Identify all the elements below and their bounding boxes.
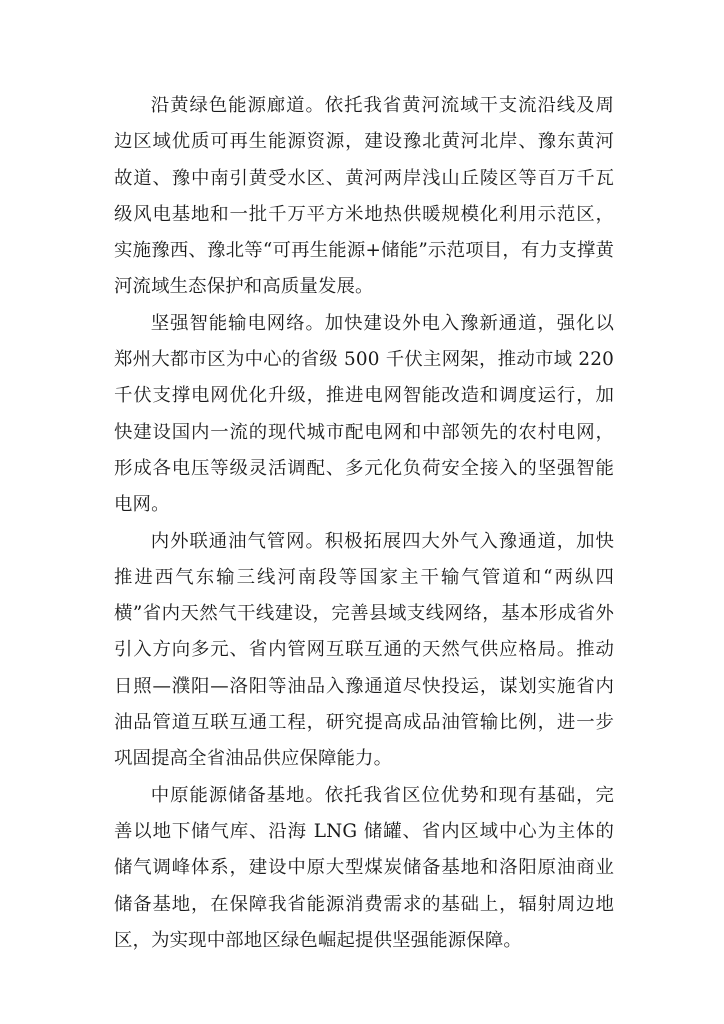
paragraph-smart-power-grid: 坚强智能输电网络。加快建设外电入豫新通道，强化以郑州大都市区为中心的省级 500 千伏主网架，推动市域 220 千伏支撑电网优化升级，推进电网智能改造和调度运行，加快建设国内一流的现代城市配电网和中部领先的农村电网，形成各电压等级灵活调配、多元化负荷安全接入的坚强智能电网。 (114, 312, 614, 516)
paragraph-oil-gas-pipeline-network: 内外联通油气管网。积极拓展四大外气入豫通道，加快推进西气东输三线河南段等国家主干输气管道和“两纵四横”省内天然气干线建设，完善县域支线网络，基本形成省外引入方向多元、省内管网互联互通的天然气供应格局。推动日照—濮阳—洛阳等油品入豫通道尽快投运，谋划实施省内油品管道互联互通工程，研究提高成品油管输比例，进一步巩固提高全省油品供应保障能力。 (114, 530, 614, 770)
paragraph-green-energy-corridor: 沿黄绿色能源廊道。依托我省黄河流域干支流沿线及周边区域优质可再生能源资源，建设豫北黄河北岸、豫东黄河故道、豫中南引黄受水区、黄河两岸浅山丘陵区等百万千瓦级风电基地和一批千万平方米地热供暖规模化利用示范区，实施豫西、豫北等“可再生能源+储能”示范项目，有力支撑黄河流域生态保护和高质量发展。 (114, 95, 614, 298)
paragraph-energy-reserve-base: 中原能源储备基地。依托我省区位优势和现有基础，完善以地下储气库、沿海 LNG 储罐、省内区域中心为主体的储气调峰体系，建设中原大型煤炭储备基地和洛阳原油商业储备基地，在保障我省能源消费需求的基础上，辐射周边地区，为实现中部地区绿色崛起提供坚强能源保障。 (114, 784, 614, 951)
document-body (114, 88, 614, 959)
